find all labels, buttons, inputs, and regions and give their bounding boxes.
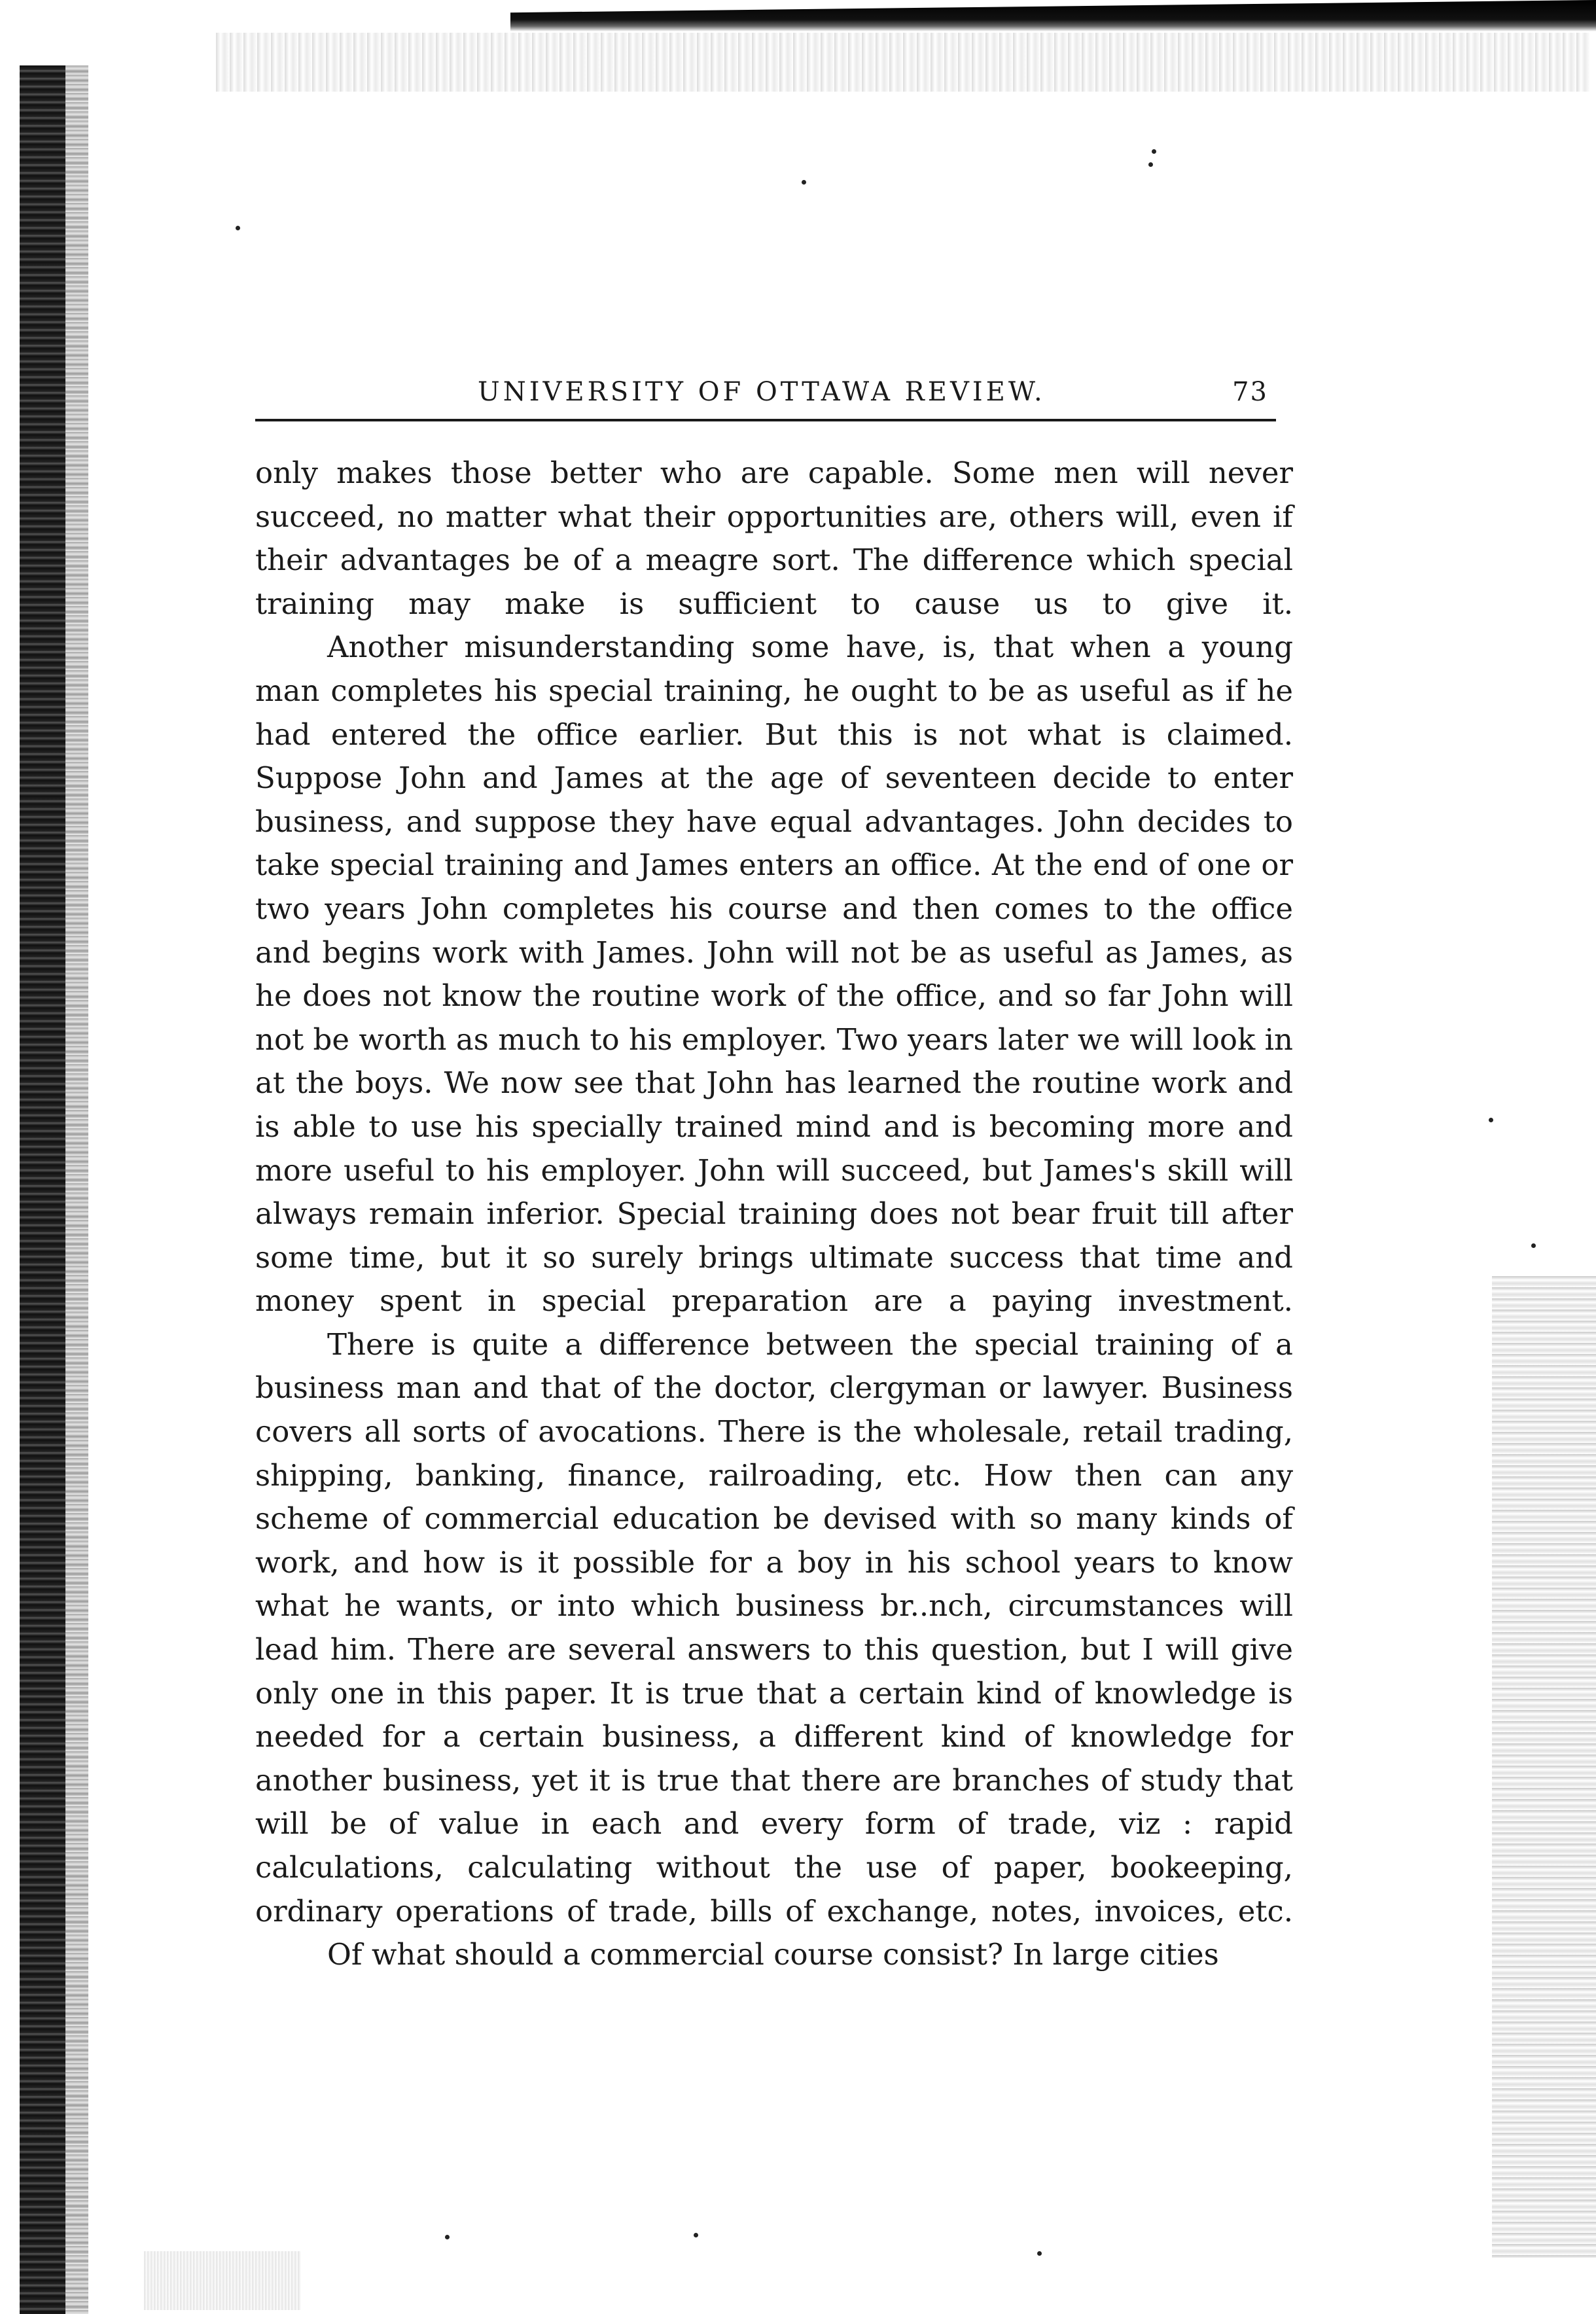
scan-speck	[694, 2233, 698, 2237]
scan-speck	[1531, 1243, 1536, 1248]
scanned-binding-edge	[20, 65, 65, 2314]
running-header	[255, 372, 1276, 421]
scan-speck	[1489, 1118, 1493, 1122]
article-body	[255, 452, 1293, 1977]
scanned-right-edge-noise	[1492, 1276, 1596, 2258]
paragraph-3: There is quite a difference between the special training of a business man and that of the doctor, clergyman or lawyer. Business covers all sorts of avocations. There is the wholesale, retail trading, shipping, banking, finance, railroading, etc. How then can any scheme of commercial education be devised with so many kinds of work, and how is it possible for a boy in his school years to know what he wants, or into which business br..nch, circumstances will lead him. There are several answers to this question, but I will give only one in this paper. It is true that a certain kind of knowledge is needed for a certain business, a different kind of knowledge for another business, yet it is true that there are branches of study that will be of value in each and every form of trade, viz : rapid calculations, calculating without the use of paper, bookeeping, ordinary operations of trade, bills of exchange, notes, invoices, etc.	[255, 1326, 1293, 1929]
scan-speck	[445, 2235, 450, 2239]
scan-speck	[1148, 162, 1153, 167]
scan-speck	[236, 226, 240, 230]
scan-speck	[1152, 149, 1156, 154]
paragraph-4: Of what should a commercial course consist? In large cities	[327, 1937, 1219, 1972]
paragraph-1: only makes those better who are capable. Some men will never succeed, no matter what their opportunities are, others will, even if their advantages be of a meagre sort. The difference which special training may make is sufficient to cause us to give it.	[255, 455, 1293, 621]
running-title: UNIVERSITY OF OTTAWA REVIEW.	[478, 377, 1046, 407]
scanned-top-noise	[216, 33, 1590, 92]
scan-speck	[1037, 2251, 1042, 2256]
scanned-top-shadow	[510, 0, 1596, 31]
paragraph-2: Another misunderstanding some have, is, that when a young man completes his special training, he ought to be as useful as if he had entered the office earlier. But this is not what is claimed. Suppose John and James at the age of seventeen decide to enter business, and suppose they have equal advantages. John decides to take special training and James enters an office. At the end of one or two years John completes his course and then comes to the office and begins work with James. John will not be as useful as James, as he does not know the routine work of the office, and so far John will not be worth as much to his employer. Two years later we will look in at the boys. We now see that John has learned the routine work and is able to use his specially trained mind and is becoming more and more useful to his employer. John will succeed, but James's skill will always remain inferior. Special training does not bear fruit till after some time, but it so surely brings ultimate success that time and money spent in special preparation are a paying investment.	[255, 630, 1293, 1319]
page-number: 73	[1232, 377, 1268, 407]
header-rule	[255, 419, 1276, 421]
scanned-bottom-noise	[144, 2251, 301, 2310]
scan-speck	[802, 180, 806, 185]
